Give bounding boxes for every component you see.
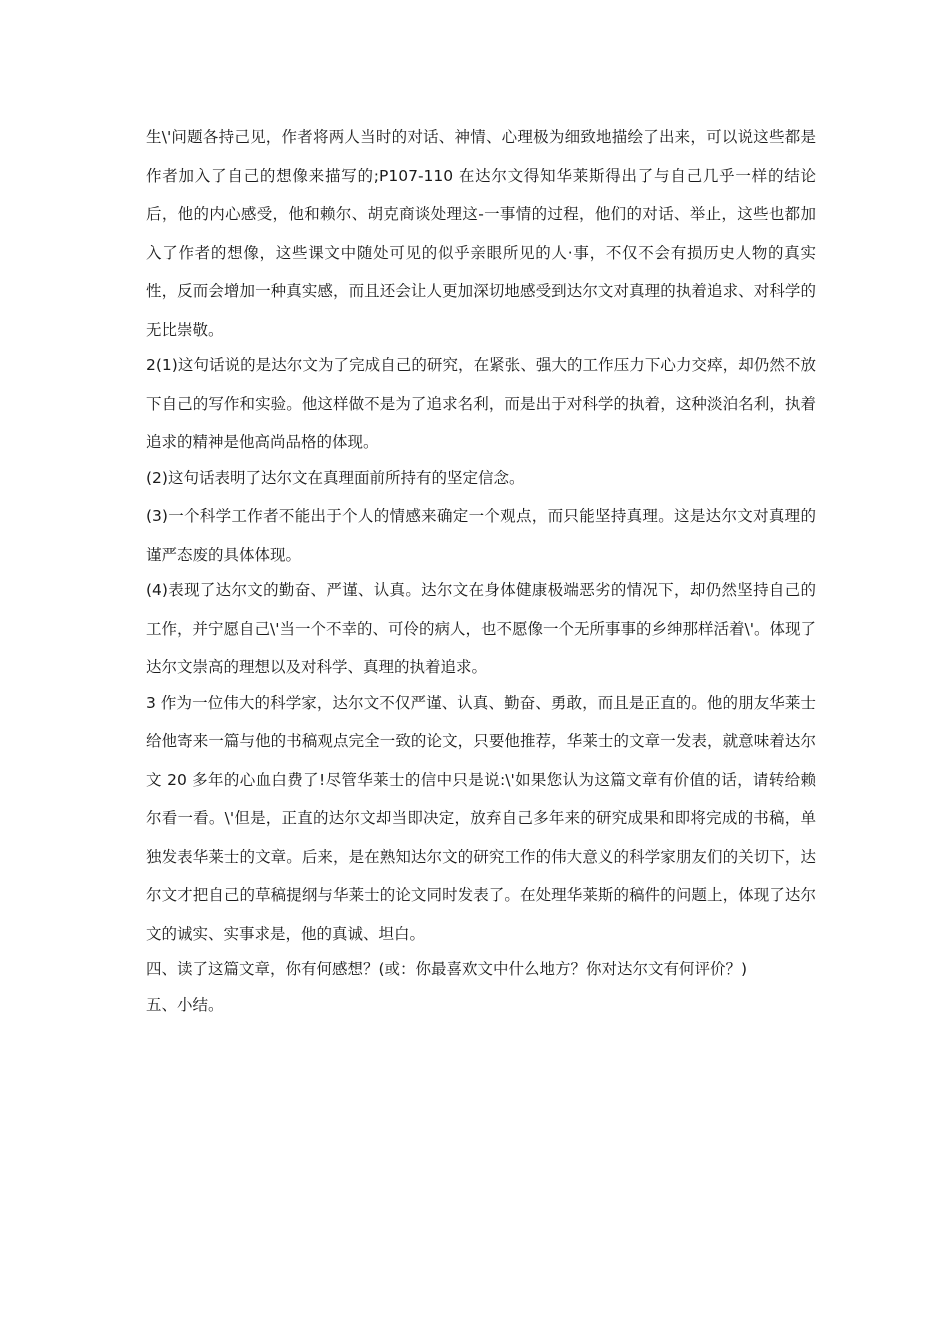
section-heading-summary: 五、小结。 (146, 995, 224, 1014)
section-heading-reflection: 四、读了这篇文章，你有何感想？(或：你最喜欢文中什么地方？你对达尔文有何评价？) (146, 960, 748, 978)
document-body (146, 118, 816, 1024)
paragraph-imagination-discussion: 生\'问题各持己见，作者将两人当时的对话、神情、心理极为细致地描绘了出来，可以说这些都是作者加入了自己的想像来描写的;P107-110 在达尔文得知华莱斯得出了与自己几乎一样的结论后，他的内心感受，他和赖尔、胡克商谈处理这-一事情的过程，他们的对话、举止，这些也都加入了作者的想像，这些课文中随处可见的似乎亲眼所见的人·事，不仅不会有损历史人物的真实性，反而会增加一种真实感，而且还会让人更加深切地感受到达尔文对真理的执着追求、对科学的无比崇敬。 (146, 128, 816, 339)
paragraph-answer-2-1: 2(1)这句话说的是达尔文为了完成自己的研究，在紧张、强大的工作压力下心力交瘁，却仍然不放下自己的写作和实验。他这样做不是为了追求名利，而是出于对科学的执着，这种淡泊名利，执着追求的精神是他高尚品格的体现。 (146, 356, 816, 451)
paragraph-answer-2-4: (4)表现了达尔文的勤奋、严谨、认真。达尔文在身体健康极端恶劣的情况下，却仍然坚持自己的工作，并宁愿自己\'当一个不幸的、可伶的病人，也不愿像一个无所事事的乡绅那样活着\'。体现了达尔文崇高的理想以及对科学、真理的执着追求。 (146, 581, 816, 676)
paragraph-answer-2-3: (3)一个科学工作者不能出于个人的情感来确定一个观点，而只能坚持真理。这是达尔文对真理的谨严态废的具体体现。 (146, 507, 816, 564)
paragraph-answer-3: 3 作为一位伟大的科学家，达尔文不仅严谨、认真、勤奋、勇敢，而且是正直的。他的朋友华莱士给他寄来一篇与他的书稿观点完全一致的论文，只要他推荐，华莱士的文章一发表，就意味着达尔文 20 多年的心血白费了!尽管华莱士的信中只是说:\'如果您认为这篇文章有价值的话，请转给赖尔看一看。\'但是，正直的达尔文却当即决定，放弃自己多年来的研究成果和即将完成的书稿，单独发表华莱士的文章。后来，是在熟知达尔文的研究工作的伟大意义的科学家朋友们的关切下，达尔文才把自己的草稿提纲与华莱士的论文同时发表了。在处理华莱斯的稿件的问题上，体现了达尔文的诚实、实事求是，他的真诚、坦白。 (146, 693, 816, 943)
paragraph-answer-2-2: (2)这句话表明了达尔文在真理面前所持有的坚定信念。 (146, 468, 525, 487)
